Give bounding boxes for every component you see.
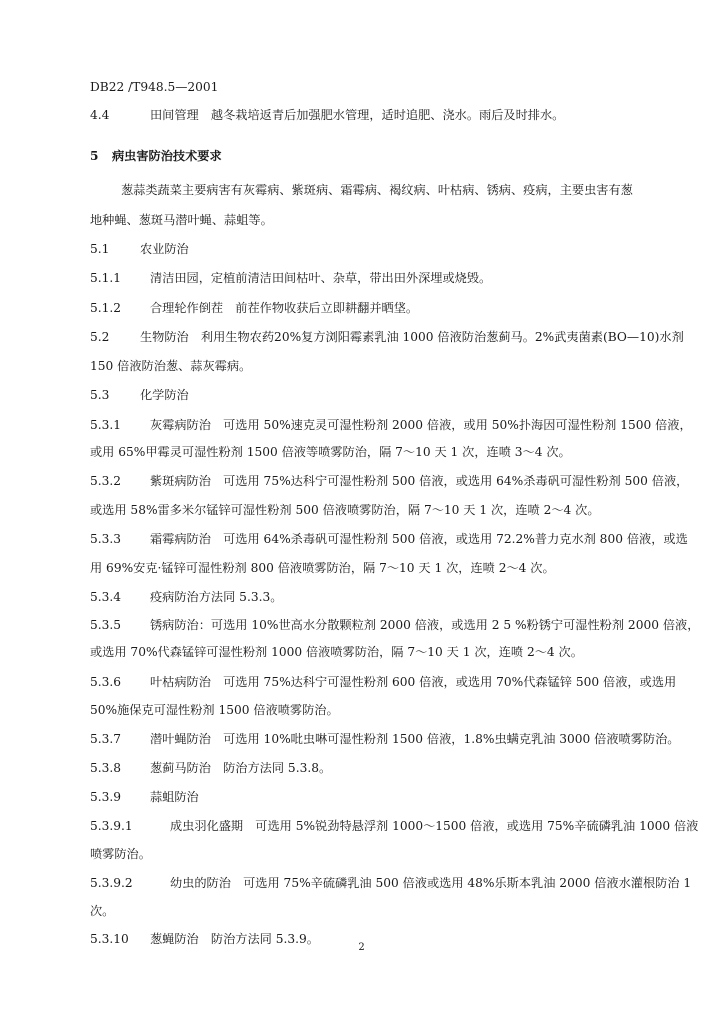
section-5-heading xyxy=(90,148,663,164)
section-text: 葱蝇防治 防治方法同 5.3.9。 xyxy=(150,932,319,946)
section-number: 5.3 xyxy=(90,388,110,402)
section-number: 5.3.8 xyxy=(90,761,122,775)
section-number: 5.3.7 xyxy=(90,732,122,746)
section-number: 5.2 xyxy=(90,330,110,344)
section-number: 5 xyxy=(90,149,99,163)
section-5-3-3-line-2: 用 69%安克·锰锌可湿性粉剂 800 倍液喷雾防治，隔 7～10 天 1 次，连喷 2～4 次。 xyxy=(90,561,555,575)
page-number: 2 xyxy=(358,942,365,953)
intro-paragraph-line-2: 地种蝇、葱斑马潜叶蝇、蒜蛆等。 xyxy=(90,213,273,227)
section-text: 化学防治 xyxy=(140,388,189,402)
section-5-3-9 xyxy=(90,789,663,805)
section-5-1-1 xyxy=(90,270,663,286)
section-text: 清洁田园，定植前清洁田间枯叶、杂草，带出田外深埋或烧毁。 xyxy=(150,271,492,285)
section-text: 霜霉病防治 可选用 64%杀毒矾可湿性粉剂 500 倍液，或选用 72.2%普力克水剂 800 倍液，或选 xyxy=(150,532,688,546)
section-text: 叶枯病防治 可选用 75%达科宁可湿性粉剂 600 倍液，或选用 70%代森锰锌 500 倍液，或选用 xyxy=(150,675,677,689)
section-5-3-2-line-2: 或选用 58%雷多米尔锰锌可湿性粉剂 500 倍液喷雾防治，隔 7～10 天 1 次，连喷 2～4 次。 xyxy=(90,503,600,517)
section-5-3-5-line-1 xyxy=(90,617,700,633)
section-number: 4.4 xyxy=(90,108,110,122)
section-number: 5.3.9.1 xyxy=(90,819,133,833)
section-5-3-9-1-line-2: 喷雾防治。 xyxy=(90,847,151,861)
section-text: 蒜蛆防治 xyxy=(150,790,199,804)
section-number: 5.3.6 xyxy=(90,675,122,689)
section-text: 田间管理 越冬栽培返青后加强肥水管理，适时追肥、浇水。雨后及时排水。 xyxy=(150,108,565,122)
section-5-3-8 xyxy=(90,760,663,776)
section-text: 成虫羽化盛期 可选用 5%锐劲特悬浮剂 1000～1500 倍液，或选用 75%辛硫磷乳油 1000 倍液 xyxy=(170,819,699,833)
section-5-3-1-line-1 xyxy=(90,417,692,433)
section-number: 5.3.4 xyxy=(90,590,122,604)
section-text: 农业防治 xyxy=(140,242,189,256)
section-text: 葱蓟马防治 防治方法同 5.3.8。 xyxy=(150,761,332,775)
section-5-3-6-line-1 xyxy=(90,674,677,690)
section-text: 合理轮作倒茬 前茬作物收获后立即耕翻并晒垡。 xyxy=(150,301,419,315)
section-number: 5.1 xyxy=(90,242,110,256)
section-text: 幼虫的防治 可选用 75%辛硫磷乳油 500 倍液或选用 48%乐斯本乳油 2000 倍液水灌根防治 1 xyxy=(170,876,692,890)
section-5-2-line-1 xyxy=(90,329,684,345)
section-5-3-9-2-line-2: 次。 xyxy=(90,904,115,918)
section-5-1 xyxy=(90,241,663,257)
section-5-3-1-line-2: 或用 65%甲霉灵可湿性粉剂 1500 倍液等喷雾防治，隔 7～10 天 1 次，连喷 3～4 次。 xyxy=(90,445,571,459)
section-text: 锈病防治：可选用 10%世高水分散颗粒剂 2000 倍液，或选用 2 5 %粉锈宁可湿性粉剂 2000 倍液， xyxy=(150,618,700,632)
intro-paragraph-line-1: 葱蒜类蔬菜主要病害有灰霉病、紫斑病、霜霉病、褐纹病、叶枯病、锈病、疫病，主要虫害有葱 xyxy=(121,183,633,197)
section-number: 5.1.1 xyxy=(90,271,122,285)
section-number: 5.3.10 xyxy=(90,932,129,946)
doc-header-id: DB22 /T948.5—2001 xyxy=(90,80,219,94)
section-number: 5.3.9.2 xyxy=(90,876,133,890)
section-number: 5.3.1 xyxy=(90,418,122,432)
section-number: 5.3.2 xyxy=(90,474,122,488)
section-text: 疫病防治方法同 5.3.3。 xyxy=(150,590,283,604)
section-5-1-2 xyxy=(90,300,663,316)
section-5-3-5-line-2: 或选用 70%代森锰锌可湿性粉剂 1000 倍液喷雾防治，隔 7～10 天 1 次，连喷 2～4 次。 xyxy=(90,645,583,659)
section-number: 5.3.3 xyxy=(90,532,122,546)
section-5-3-7 xyxy=(90,731,680,747)
section-number: 5.3.9 xyxy=(90,790,122,804)
section-text: 潜叶蝇防治 可选用 10%吡虫啉可湿性粉剂 1500 倍液，1.8%虫螨克乳油 3000 倍液喷雾防治。 xyxy=(150,732,680,746)
section-5-3-6-line-2: 50%施保克可湿性粉剂 1500 倍液喷雾防治。 xyxy=(90,703,339,717)
section-5-3-9-2-line-1 xyxy=(90,875,692,891)
section-5-3-3-line-1 xyxy=(90,531,688,547)
section-5-3 xyxy=(90,387,663,403)
section-5-3-9-1-line-1 xyxy=(90,818,699,834)
section-text: 灰霉病防治 可选用 50%速克灵可湿性粉剂 2000 倍液，或用 50%扑海因可湿性粉剂 1500 倍液， xyxy=(150,418,692,432)
section-4-4 xyxy=(90,107,663,123)
section-5-2-line-2: 150 倍液防治葱、蒜灰霉病。 xyxy=(90,359,252,373)
section-title: 病虫害防治技术要求 xyxy=(112,149,222,163)
section-text: 紫斑病防治 可选用 75%达科宁可湿性粉剂 500 倍液，或选用 64%杀毒矾可湿性粉剂 500 倍液， xyxy=(150,474,689,488)
section-5-3-4 xyxy=(90,589,663,605)
section-number: 5.3.5 xyxy=(90,618,122,632)
section-5-3-2-line-1 xyxy=(90,473,689,489)
section-text: 生物防治 利用生物农药20%复方浏阳霉素乳油 1000 倍液防治葱蓟马。2%武夷菌素(BO—10)水剂 xyxy=(140,330,684,344)
section-number: 5.1.2 xyxy=(90,301,122,315)
